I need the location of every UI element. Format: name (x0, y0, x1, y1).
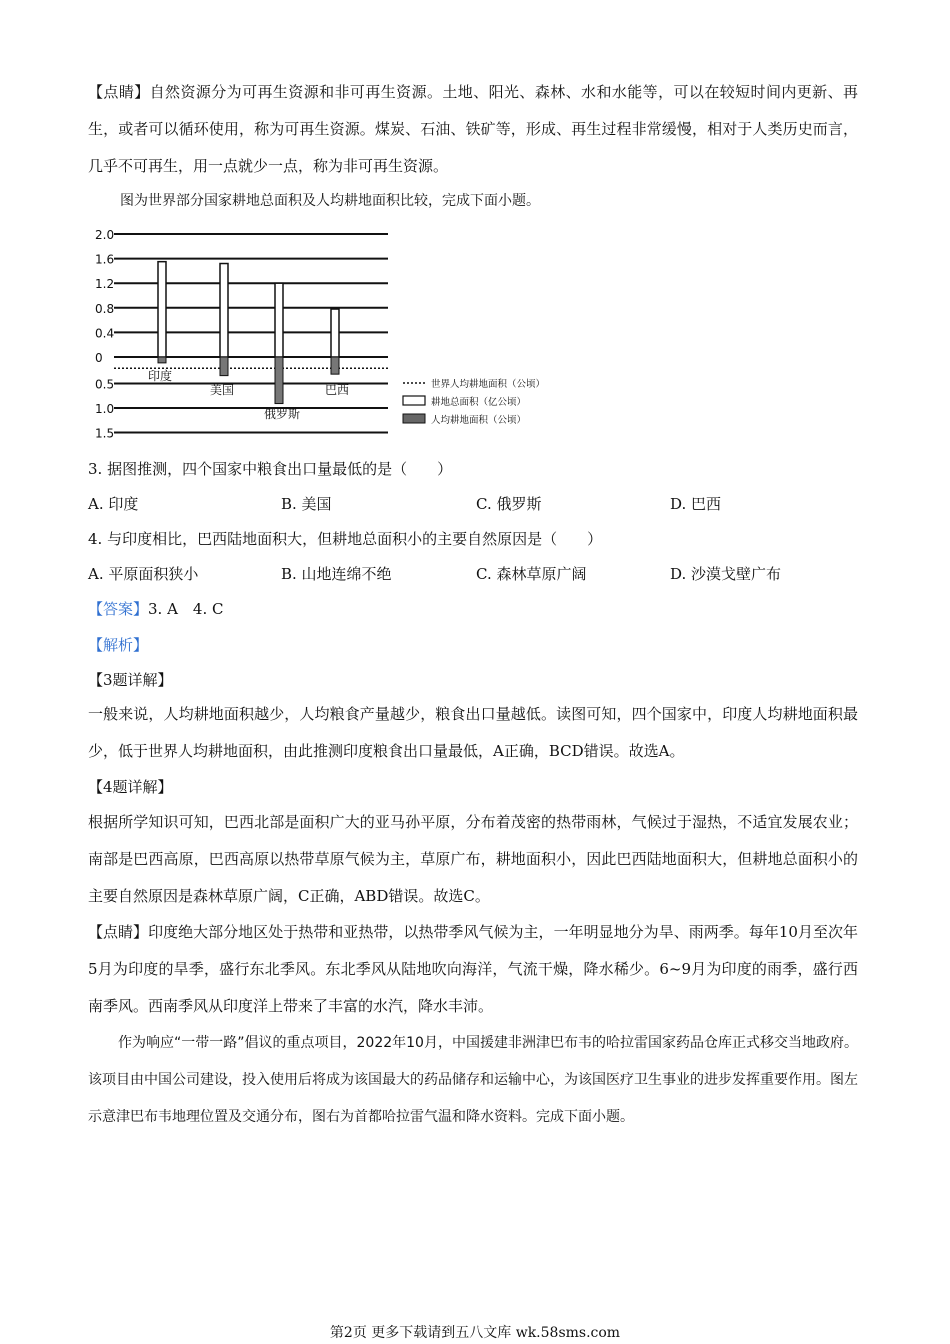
bar-per-capita-farmland (275, 357, 283, 404)
category-label: 美国 (210, 383, 235, 397)
bar-total-farmland (158, 262, 166, 357)
y-tick-label: 1.0 (95, 402, 115, 416)
q4-option-c[interactable]: C. 森林草原广阔 (476, 565, 587, 583)
category-label: 巴西 (325, 383, 350, 397)
zimbabwe-intro: 作为响应“一带一路”倡议的重点项目，2022年10月，中国援建非洲津巴布韦的哈拉雷国家药品仓库正式移交当地政府。该项目由中国公司建设，投入使用后将成为该国最大的药品储存和运输中心，为该国医疗卫生事业的进步发挥重要作用。图左示意津巴布韦地理位置及交通分布，图右为首都哈拉雷气温和降水资料。完成下面小题。 (88, 1035, 858, 1125)
legend-label-total: 耕地总面积（亿公顷） (431, 397, 527, 408)
legend-swatch-total (403, 396, 425, 405)
bar-per-capita-farmland (158, 357, 166, 363)
question-4-stem: 4. 与印度相比，巴西陆地面积大，但耕地总面积小的主要自然原因是（ ） (88, 530, 603, 548)
y-tick-label: 1.6 (95, 252, 115, 267)
legend-label-world: 世界人均耕地面积（公顷） (431, 379, 546, 390)
q4-option-a[interactable]: A. 平原面积狭小 (88, 565, 199, 583)
tip-paragraph-1: 【点睛】自然资源分为可再生资源和非可再生资源。土地、阳光、森林、水和水能等，可以在较短时间内更新、再生，或者可以循环使用，称为可再生资源。煤炭、石油、铁矿等，形成、再生过程非常缓慢，相对于人类历史而言，几乎不可再生，用一点就少一点，称为非可再生资源。 (88, 83, 858, 175)
detail-3-label: 【3题详解】 (88, 671, 173, 689)
question-3-stem: 3. 据图推测，四个国家中粮食出口量最低的是（ ） (88, 460, 453, 478)
y-tick-label: 0.5 (95, 377, 115, 392)
detail-4-text: 根据所学知识可知，巴西北部是面积广大的亚马孙平原，分布着茂密的热带雨林，气候过于湿热，不适宜发展农业；南部是巴西高原，巴西高原以热带草原气候为主，草原广布，耕地面积小，因此巴西陆地面积大，但耕地总面积小的主要自然原因是森林草原广阔，C正确，ABD错误。故选C。 (88, 813, 858, 905)
q4-option-d[interactable]: D. 沙漠戈壁广布 (670, 565, 782, 583)
bar-per-capita-farmland (331, 357, 339, 374)
detail-3-text: 一般来说，人均耕地面积越少，人均粮食产量越少，粮食出口量越低。读图可知，四个国家中，印度人均耕地面积最少，低于世界人均耕地面积，由此推测印度粮食出口量最低，A正确，BCD错误。故选A。 (88, 705, 858, 760)
answer-label: 【答案】 (88, 600, 149, 618)
bar-total-farmland (220, 264, 228, 357)
q4-option-b[interactable]: B. 山地连绵不绝 (281, 565, 392, 583)
bar-total-farmland (331, 309, 339, 357)
answer-line (88, 598, 224, 620)
figure-intro: 图为世界部分国家耕地总面积及人均耕地面积比较，完成下面小题。 (120, 193, 540, 209)
y-tick-label: 0 (95, 351, 103, 365)
y-tick-label: 0.4 (95, 326, 115, 341)
q3-option-b[interactable]: B. 美国 (281, 495, 332, 513)
y-tick-label: 1.5 (95, 426, 115, 438)
tip-paragraph-2: 【点睛】印度绝大部分地区处于热带和亚热带，以热带季风气候为主，一年明显地分为旱、雨两季。每年10月至次年5月为印度的旱季，盛行东北季风。东北季风从陆地吹向海洋，气流干燥，降水稀少。6~9月为印度的雨季，盛行西南季风。西南季风从印度洋上带来了丰富的水汽，降水丰沛。 (88, 923, 858, 1015)
y-tick-label: 1.2 (95, 277, 115, 292)
bar-total-farmland (275, 283, 283, 357)
y-tick-label: 2.0 (95, 228, 115, 242)
category-label: 印度 (148, 369, 173, 383)
y-tick-label: 0.8 (95, 301, 115, 316)
detail-4-label: 【4题详解】 (88, 778, 173, 796)
q3-option-c[interactable]: C. 俄罗斯 (476, 495, 542, 513)
category-label: 俄罗斯 (264, 407, 301, 421)
q3-option-d[interactable]: D. 巴西 (670, 495, 722, 513)
bar-per-capita-farmland (220, 357, 228, 376)
page-footer: 第2页 更多下载请到五八文库 wk.58sms.com (329, 1325, 621, 1341)
farmland-chart (88, 222, 558, 438)
analysis-label: 【解析】 (88, 636, 149, 654)
q3-option-a[interactable]: A. 印度 (88, 495, 139, 513)
answer-text: 3. A 4. C (148, 600, 224, 618)
legend-label-per-capita: 人均耕地面积（公顷） (431, 415, 527, 426)
legend-swatch-per-capita (403, 414, 425, 423)
